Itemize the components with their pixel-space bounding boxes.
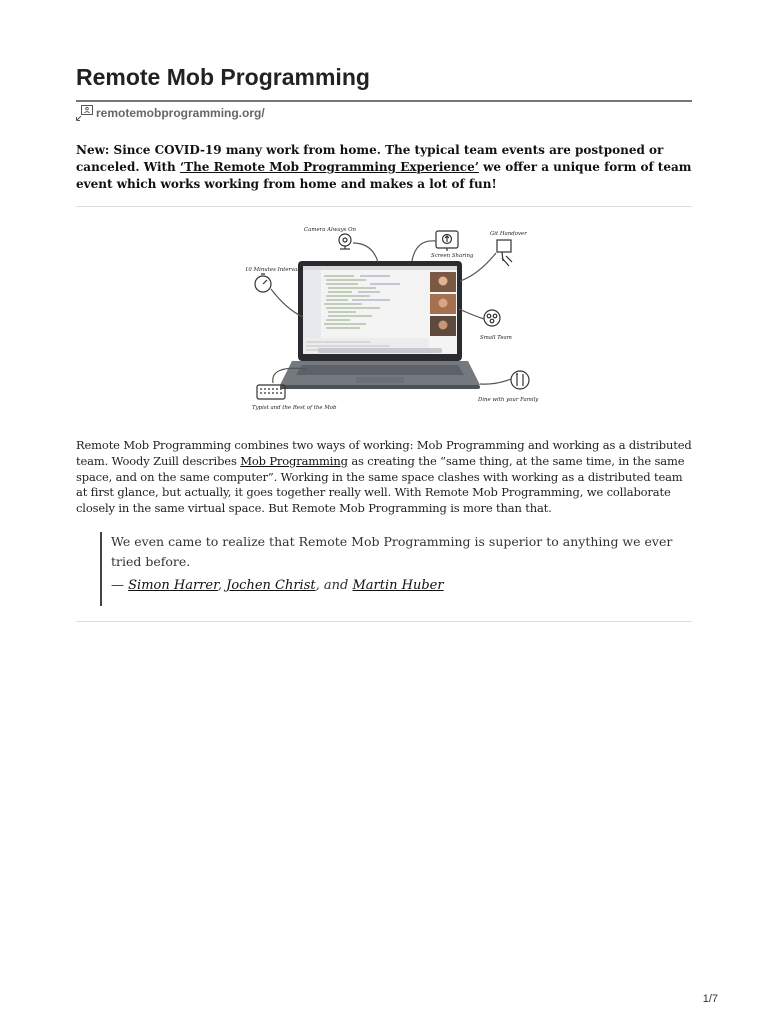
page-number: 1/7	[702, 993, 718, 1005]
web-page-icon	[76, 105, 93, 121]
section-divider	[76, 206, 692, 207]
quote-text: We even came to realize that Remote Mob Programming is superior to anything we ever tried before.	[111, 534, 673, 569]
source-link[interactable]	[76, 105, 265, 121]
intervals-label: 10 Minutes Intervals	[245, 267, 302, 273]
author-link-jochen-christ[interactable]: Jochen Christ	[226, 578, 316, 593]
attribution-separator: , and	[315, 578, 353, 593]
page-title: Remote Mob Programming	[76, 64, 370, 90]
dinner-plate-icon	[511, 371, 529, 389]
git-handover-icon	[497, 240, 512, 266]
mob-programming-link[interactable]: Mob Programming	[240, 453, 348, 468]
intro-text-start: New: Since COVID-19 many work from home. The typical team events are postponed or canceled. With	[76, 143, 664, 174]
experience-link[interactable]: ‘The Remote Mob Programming Experience’	[179, 160, 479, 174]
git-handover-label: Git Handover	[490, 231, 527, 237]
webcam-icon	[339, 234, 351, 249]
author-link-simon-harrer[interactable]: Simon Harrer	[128, 578, 218, 593]
body-text-start: Remote Mob Programming combines two ways of working: Mob Programming and working as a distributed team. Woody Zuill describes	[76, 438, 692, 468]
body-text-end: as creating the “same thing, at the same time, in the same space, and on the same computer”. Working in the same space clashes with working as a distributed team at first glance, but actually, it goes together really well. With Remote Mob Programming, we collaborate closely in the same virtual space. But Remote Mob Programming is more than that.	[76, 453, 685, 516]
hero-illustration	[240, 215, 540, 420]
attribution-separator: ,	[217, 578, 227, 593]
blockquote	[100, 532, 680, 606]
dinner-label: Dine with your Family	[478, 397, 539, 403]
intro-text-end: we offer a unique form of team event which works working from home and makes a lot of fun!	[76, 160, 692, 191]
attribution-dash: —	[111, 578, 129, 593]
intro-paragraph	[76, 142, 692, 193]
screen-share-icon	[436, 231, 458, 251]
team-icon	[484, 310, 500, 326]
laptop-illustration	[280, 261, 480, 389]
quote-attribution	[111, 578, 680, 593]
body-paragraph	[76, 438, 696, 517]
camera-label: Camera Always On	[304, 227, 357, 233]
typist-label: Typist and the Rest of the Mob	[252, 405, 337, 411]
stopwatch-icon	[255, 274, 271, 292]
section-divider	[76, 621, 692, 622]
screen-sharing-label: Screen Sharing	[431, 253, 474, 259]
small-team-label: Small Team	[480, 335, 512, 341]
source-url: remotemobprogramming.org/	[96, 106, 265, 120]
author-link-martin-huber[interactable]: Martin Huber	[352, 578, 444, 593]
title-divider	[76, 100, 692, 102]
